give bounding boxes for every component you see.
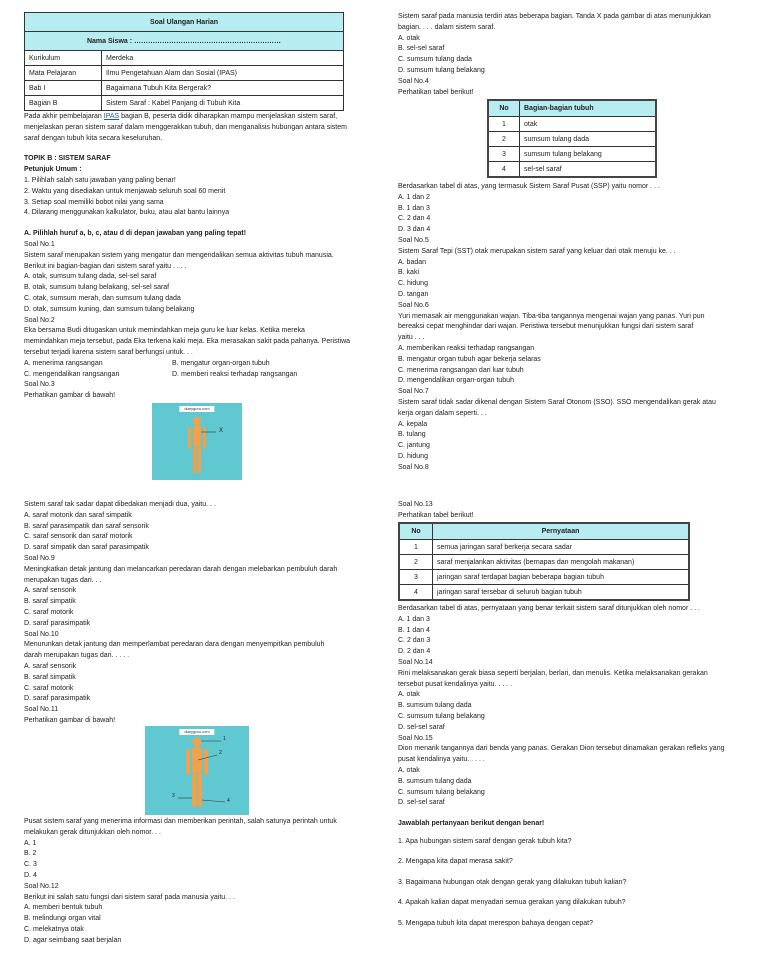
- option-line: D. sel-sel saraf: [398, 723, 445, 731]
- topic-heading: TOPIK B : SISTEM SARAF: [24, 155, 111, 163]
- option-line: A. saraf sensorik: [24, 662, 77, 670]
- question-line: yaitu . . .: [398, 334, 425, 342]
- question-line: Soal No.5: [398, 236, 429, 244]
- essay-heading: Jawablah pertanyaan berikut dengan benar!: [398, 820, 545, 828]
- question-line: Yuri memasak air menggunakan wajan. Tiba-tiba tangannya mengenai wajan yang panas. Yuri pun: [398, 312, 705, 320]
- table-row: [399, 540, 689, 555]
- table-cell: jaringan saraf tersebar di seluruh bagian tubuh: [433, 585, 690, 601]
- instruction-item: 1. Pilihlah salah satu jawaban yang paling benar!: [24, 176, 176, 184]
- table-row: [488, 117, 656, 132]
- option-line: A. 1 dan 2: [398, 193, 430, 201]
- question-line: tersebut terjadi karena sistem saraf berfungsi untuk. . .: [24, 348, 193, 356]
- option-line: D. tangan: [398, 290, 429, 298]
- ipas-link[interactable]: IPAS: [103, 113, 120, 120]
- table-cell: 1: [399, 540, 433, 555]
- left-column-top: [24, 12, 374, 402]
- option-line: B. melindungi organ vital: [24, 915, 101, 923]
- table-header: Pernyataan: [433, 523, 690, 540]
- option-line: A. kepala: [398, 420, 428, 428]
- question-line: Soal No.15: [398, 734, 433, 742]
- table-cell: saraf menjalankan aktivitas (bernapas dan mengolah makanan): [433, 555, 690, 570]
- question-line: memindahkan meja tersebut, pada Eka terkena kaki meja. Eka merasakan sakit pada pahanya. Peristiwa: [24, 338, 351, 346]
- question-line: Sistem saraf tidak sadar dikenal dengan Sistem Saraf Otonom (SSO). SSO mengendalikan gerak atau: [398, 398, 716, 406]
- option-line: C. jantung: [398, 442, 430, 450]
- question-line: Soal No.7: [398, 388, 429, 396]
- right-column-bottom-top: [398, 500, 748, 522]
- option-line: D. mengendalikan organ-organ tubuh: [398, 377, 514, 385]
- essay-list: [398, 832, 748, 935]
- option-line: C. saraf sensorik dan saraf motorik: [24, 533, 133, 541]
- question-line: Perhatikan tabel berikut!: [398, 511, 474, 519]
- option-line: C. melekatnya otak: [24, 925, 84, 933]
- option-line: B. mengatur organ tubuh agar bekerja selaras: [398, 355, 541, 363]
- question-line: Berikut ini salah satu fungsi dari sistem saraf pada manusia yaitu. . .: [24, 893, 235, 901]
- question-line: Berdasarkan tabel di atas, yang termasuk Sistem Saraf Pusat (SSP) yaitu nomor . . .: [398, 183, 660, 190]
- figure-label-1: 1: [223, 736, 226, 742]
- table-cell: 1: [488, 117, 520, 132]
- table-cell: 4: [488, 162, 520, 178]
- option-line: B. saraf simpatik: [24, 673, 76, 681]
- instructions-title: Petunjuk Umum :: [24, 166, 82, 174]
- figure-label-4: 4: [227, 798, 230, 804]
- question-line: Soal No.11: [24, 706, 59, 714]
- intro-text: bagian B, peserta didik diharapkan mampu menjelaskan sistem saraf,: [119, 113, 338, 120]
- figure-label-x: X: [219, 428, 224, 434]
- question-line: Soal No.4: [398, 77, 429, 85]
- figure-brand: diaryguru.com: [179, 406, 214, 412]
- option-line: A. otak: [398, 34, 420, 42]
- option-line: D. sumsum tulang belakang: [398, 66, 485, 74]
- header-key: Bagian B: [25, 96, 102, 111]
- option-line: B. saraf simpatik: [24, 598, 76, 606]
- figure-label-3: 3: [172, 793, 175, 799]
- table-row: [399, 555, 689, 570]
- question-line: Soal No.1: [24, 240, 55, 248]
- human-body-nerves-icon: [145, 726, 249, 815]
- table-cell: 4: [399, 585, 433, 601]
- question-line: Soal No.9: [24, 554, 55, 562]
- question-line: kerja organ dalam seperti. . .: [398, 409, 487, 417]
- table-cell: sumsum tulang dada: [520, 132, 657, 147]
- right-column-mid: [398, 182, 748, 474]
- question-line: bagian. . . . dalam sistem saraf.: [398, 23, 496, 31]
- intro-paragraph: [24, 112, 374, 144]
- table-cell: 2: [399, 555, 433, 570]
- option-line: B. sumsum tulang dada: [398, 777, 472, 785]
- question-line: Menurunkan detak jantung dan memperlambat peredaran dara dengan menyempitkan pembuluh: [24, 641, 325, 649]
- essay-item: 1. Apa hubungan sistem saraf dengan gerak tubuh kita?: [398, 837, 572, 845]
- figure-label-2: 2: [219, 750, 222, 756]
- body-parts-table: [487, 99, 657, 178]
- essay-item: 5. Mengapa tubuh kita dapat merespon bahaya dengan cepat?: [398, 919, 593, 927]
- option-line: C. mengendalikan rangsangan: [24, 370, 120, 378]
- figure-brand: diaryguru.com: [179, 729, 214, 735]
- question-line: Sistem saraf merupakan sistem yang mengatur dan mengendalikan semua aktivitas tubuh manusia.: [24, 251, 334, 259]
- option-line: C. otak, sumsum merah, dan sumsum tulang dada: [24, 294, 181, 302]
- body-figure-1: [152, 403, 242, 480]
- question-line: bereaksi cepat menghindar dari wajan. Peristiwa tersebut menunjukkan fungsi dari sistem saraf: [398, 323, 694, 331]
- option-line: A. 1: [24, 839, 37, 847]
- option-line: A. memberikan reaksi terhadap rangsangan: [398, 344, 535, 352]
- option-line: D. otak, sumsum kuning, dan sumsum tulang belakang: [24, 305, 195, 313]
- question-line: Sistem saraf pada manusia terdiri atas beberapa bagian. Tanda X pada gambar di atas menunjukkan: [398, 13, 711, 20]
- option-line: B. 2: [24, 850, 37, 858]
- essay-item: 2. Mengapa kita dapat merasa sakit?: [398, 858, 513, 866]
- question-line: Soal No.6: [398, 301, 429, 309]
- left-column-end: [24, 817, 374, 947]
- question-line: merupakan tugas dari. . .: [24, 576, 102, 584]
- left-column-bottom: [24, 500, 374, 727]
- option-line: A. saraf motorik dan saraf simpatik: [24, 511, 132, 519]
- header-key: Mata Pelajaran: [25, 66, 102, 81]
- question-line: Dion menarik tangannya dari benda yang panas. Gerakan Dion tersebut dinamakan gerakan refleks yang: [398, 745, 725, 753]
- question-line: Soal No.2: [24, 316, 55, 324]
- instruction-item: 3. Setiap soal memiliki bobot nilai yang sama: [24, 198, 164, 206]
- option-line: B. 1 dan 4: [398, 626, 430, 634]
- table-cell: semua jaringan saraf berkerja secara sadar: [433, 540, 690, 555]
- option-line: C. sumsum tulang belakang: [398, 788, 485, 796]
- question-line: Soal No.8: [398, 463, 429, 471]
- instruction-item: 4. Dilarang menggunakan kalkulator, buku, atau alat bantu lainnya: [24, 209, 230, 217]
- header-value: Bagaimana Tubuh Kita Bergerak?: [102, 81, 344, 96]
- header-key: Bab I: [25, 81, 102, 96]
- questions-1-2: [24, 240, 374, 359]
- question-line: Perhatikan gambar di bawah!: [24, 716, 116, 724]
- option-line: C. saraf motorik: [24, 684, 74, 692]
- question-line: Berikut ini bagian-bagian dari sistem saraf yaitu . . . .: [24, 262, 187, 270]
- option-line: B. 1 dan 3: [398, 204, 430, 212]
- question-line: Soal No.10: [24, 630, 59, 638]
- option-line: C. 3: [24, 861, 37, 869]
- header-value: Sistem Saraf : Kabel Panjang di Tubuh Kita: [102, 96, 344, 111]
- question-line: pusat kendalinya yaitu. . . . .: [398, 756, 485, 764]
- table-cell: 2: [488, 132, 520, 147]
- question-line: Berdasarkan tabel di atas, pernyataan yang benar terkait sistem saraf ditunjukkan oleh nomor . . .: [398, 605, 700, 612]
- option-line: D. agar seimbang saat berjalan: [24, 936, 122, 944]
- question-line: melakukan gerak ditunjukkan oleh nomor. . .: [24, 828, 161, 836]
- option-line: A. menerima rangsangan: [24, 359, 103, 367]
- table-header: No: [488, 100, 520, 117]
- intro-text: menjelaskan peran sistem saraf dalam menggerakkan tubuh, dan menganalisis hubungan antara sistem: [24, 123, 347, 131]
- option-line: D. memberi reaksi terhadap rangsangan: [172, 370, 298, 378]
- table-cell: 3: [488, 147, 520, 162]
- table-header: Bagian-bagian tubuh: [520, 100, 657, 117]
- option-line: D. sel-sel saraf: [398, 799, 445, 807]
- option-line: B. sumsum tulang dada: [398, 702, 472, 710]
- option-line: D. hidung: [398, 452, 428, 460]
- q2-options-grid: [24, 359, 374, 381]
- option-line: B. tulang: [398, 431, 426, 439]
- table-row: [488, 162, 656, 178]
- table-row: [488, 147, 656, 162]
- question-line: Soal No.14: [398, 658, 433, 666]
- question-line: Pusat sistem saraf yang menerima informasi dan memberikan perintah, salah satunya perintah untuk: [24, 818, 337, 825]
- right-column-top: [398, 12, 748, 98]
- option-line: D. saraf parasimpatik: [24, 619, 91, 627]
- option-line: B. kaki: [398, 269, 420, 277]
- option-line: B. saraf parasimpatik dan saraf sensorik: [24, 522, 149, 530]
- intro-text: Pada akhir pembelajaran: [24, 113, 104, 120]
- option-line: C. hidung: [398, 280, 428, 288]
- option-line: A. otak: [398, 691, 420, 699]
- question-line: tersebut pusat kendalinya yaitu. . . . .: [398, 680, 513, 688]
- option-line: C. 2 dan 3: [398, 637, 431, 645]
- option-line: B. sel-sel saraf: [398, 45, 445, 53]
- table-row: [399, 570, 689, 585]
- question-line: Rini melaksanakan gerak biasa seperti berjalan, berlari, dan menulis. Ketika melaksanakan gerakan: [398, 669, 708, 677]
- option-line: D. saraf parasimpatik: [24, 695, 91, 703]
- intro-text: saraf dengan tubuh kita secara keseluruhan.: [24, 134, 163, 142]
- option-line: C. menerima rangsangan dari luar tubuh: [398, 366, 524, 374]
- table-cell: sel-sel saraf: [520, 162, 657, 178]
- section-a-heading: A. Pilihlah huruf a, b, c, atau d di depan jawaban yang paling tepat!: [24, 230, 247, 238]
- header-table: [24, 12, 344, 111]
- table-cell: otak: [520, 117, 657, 132]
- question-line: Perhatikan gambar di bawah!: [24, 392, 116, 400]
- table-cell: sumsum tulang belakang: [520, 147, 657, 162]
- option-line: C. saraf motorik: [24, 608, 74, 616]
- question-line: Soal No.13: [398, 501, 433, 508]
- question-line: Perhatikan tabel berikut!: [398, 88, 474, 96]
- option-line: D. 2 dan 4: [398, 648, 431, 656]
- essay-item: 3. Bagaimana hubungan otak dengan gerak yang dilakukan tubuh kalian?: [398, 878, 627, 886]
- essay-item: 4. Apakah kalian dapat menyadari semua gerakan yang dilakukan tubuh?: [398, 899, 626, 907]
- question-line: Eka bersama Budi ditugaskan untuk memindahkan meja guru ke luar kelas. Ketika mereka: [24, 327, 305, 335]
- instruction-item: 2. Waktu yang disediakan untuk menjawab seluruh soal 60 menit: [24, 187, 226, 195]
- option-line: D. saraf simpatik dan saraf parasimpatik: [24, 544, 149, 552]
- question-line: Sistem saraf tak sadar dapat dibedakan menjadi dua, yaitu. . .: [24, 501, 216, 508]
- option-line: A. memberi bentuk tubuh: [24, 904, 103, 912]
- option-line: A. 1 dan 3: [398, 615, 430, 623]
- question-line: Sistem Saraf Tepi (SST) otak merupakan sistem saraf yang keluar dari otak menuju ke. . .: [398, 247, 676, 255]
- option-line: A. otak, sumsum tulang dada, sel-sel saraf: [24, 273, 157, 281]
- question-line: Soal No.3: [24, 381, 55, 389]
- right-column-bottom: [398, 604, 748, 934]
- question-line: Meningkatkan detak jantung dan melancarkan peredaran darah dengan melebarkan pembuluh darah: [24, 565, 338, 573]
- table-row: [488, 132, 656, 147]
- sheet-title: Soal Ulangan Harian: [25, 13, 344, 32]
- option-line: A. saraf sensorik: [24, 587, 77, 595]
- header-value: Merdeka: [102, 51, 344, 66]
- header-key: Kurikulum: [25, 51, 102, 66]
- table-cell: 3: [399, 570, 433, 585]
- question-line: Soal No.12: [24, 882, 59, 890]
- option-line: A. badan: [398, 258, 427, 266]
- option-line: D. 4: [24, 871, 37, 879]
- student-name-label: Nama Siswa : ………………………………………………………: [25, 32, 344, 51]
- option-line: C. sumsum tulang dada: [398, 56, 472, 64]
- question-line: darah merupakan tugas dari. . . . .: [24, 652, 130, 660]
- table-row: [399, 585, 689, 601]
- body-figure-2: [145, 726, 249, 815]
- option-line: C. 2 dan 4: [398, 215, 431, 223]
- option-line: B. mengatur organ-organ tubuh: [172, 359, 270, 367]
- table-header: No: [399, 523, 433, 540]
- human-body-icon: [152, 403, 242, 480]
- option-line: B. otak, sumsum tulang belakang, sel-sel saraf: [24, 284, 170, 292]
- option-line: C. sumsum tulang belakang: [398, 712, 485, 720]
- statements-table: [398, 522, 690, 601]
- option-line: D. 3 dan 4: [398, 226, 431, 234]
- header-value: Ilmu Pengetahuan Alam dan Sosial (IPAS): [102, 66, 344, 81]
- option-line: A. otak: [398, 766, 420, 774]
- table-cell: jaringan saraf terdapat bagian beberapa bagian tubuh: [433, 570, 690, 585]
